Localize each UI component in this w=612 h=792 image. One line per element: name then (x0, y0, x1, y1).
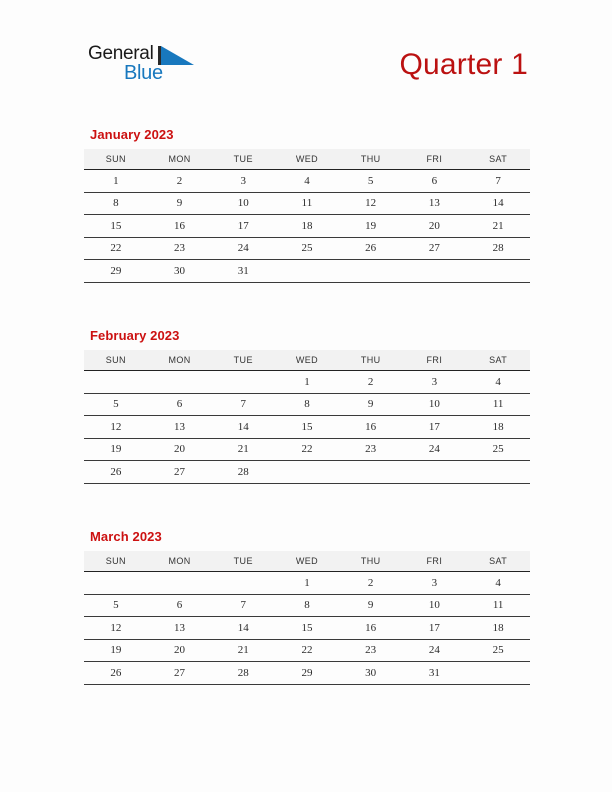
day-cell[interactable]: 24 (211, 237, 275, 260)
calendar-week-row (84, 662, 530, 685)
weekday-header-thu: THU (339, 350, 403, 371)
weekday-header-sun: SUN (84, 551, 148, 572)
page-header (84, 40, 528, 98)
day-cell[interactable]: 3 (403, 572, 467, 595)
day-cell[interactable]: 27 (148, 662, 212, 685)
day-cell-empty (339, 260, 403, 283)
calendar-table-march (84, 551, 530, 685)
weekday-header-wed: WED (275, 551, 339, 572)
day-cell[interactable]: 8 (84, 192, 148, 215)
calendar-week-row (84, 237, 530, 260)
day-cell[interactable]: 17 (403, 416, 467, 439)
weekday-header-mon: MON (148, 149, 212, 170)
day-cell[interactable]: 18 (275, 215, 339, 238)
weekday-header-fri: FRI (403, 551, 467, 572)
calendar-week-row (84, 192, 530, 215)
day-cell[interactable]: 17 (403, 617, 467, 640)
day-cell[interactable]: 23 (339, 639, 403, 662)
day-cell[interactable]: 25 (466, 639, 530, 662)
calendar-week-row (84, 438, 530, 461)
day-cell-empty (466, 662, 530, 685)
day-cell-empty (211, 572, 275, 595)
day-cell[interactable]: 24 (403, 639, 467, 662)
day-cell[interactable]: 11 (466, 594, 530, 617)
weekday-header-sun: SUN (84, 350, 148, 371)
day-cell[interactable]: 14 (466, 192, 530, 215)
day-cell[interactable]: 9 (148, 192, 212, 215)
day-cell[interactable]: 28 (211, 662, 275, 685)
month-title-january: January 2023 (90, 127, 174, 142)
weekday-header-thu: THU (339, 551, 403, 572)
day-cell[interactable]: 14 (211, 416, 275, 439)
calendar-week-row (84, 393, 530, 416)
day-cell[interactable]: 23 (339, 438, 403, 461)
calendar-week-row (84, 594, 530, 617)
day-cell[interactable]: 31 (211, 260, 275, 283)
day-cell-empty (148, 371, 212, 394)
weekday-header-wed: WED (275, 350, 339, 371)
weekday-header-sat: SAT (466, 551, 530, 572)
day-cell[interactable]: 5 (339, 170, 403, 193)
weekday-header-sat: SAT (466, 149, 530, 170)
weekday-header-thu: THU (339, 149, 403, 170)
day-cell[interactable]: 5 (84, 393, 148, 416)
calendar-week-row (84, 260, 530, 283)
weekday-header-fri: FRI (403, 149, 467, 170)
weekday-header-tue: TUE (211, 149, 275, 170)
weekday-header-mon: MON (148, 551, 212, 572)
day-cell[interactable]: 26 (84, 461, 148, 484)
day-cell[interactable]: 7 (211, 393, 275, 416)
day-cell[interactable]: 20 (148, 438, 212, 461)
day-cell-empty (148, 572, 212, 595)
day-cell[interactable]: 15 (84, 215, 148, 238)
day-cell[interactable]: 13 (148, 617, 212, 640)
logo-text-general: General (88, 43, 154, 64)
day-cell[interactable]: 3 (403, 371, 467, 394)
day-cell[interactable]: 19 (84, 639, 148, 662)
day-cell[interactable]: 6 (148, 594, 212, 617)
day-cell[interactable]: 2 (148, 170, 212, 193)
weekday-header-mon: MON (148, 350, 212, 371)
month-block-february (84, 328, 530, 484)
calendar-week-row (84, 572, 530, 595)
calendar-week-row (84, 639, 530, 662)
quarter-title: Quarter 1 (399, 48, 528, 81)
weekday-header-fri: FRI (403, 350, 467, 371)
day-cell[interactable]: 4 (466, 572, 530, 595)
day-cell[interactable]: 19 (84, 438, 148, 461)
weekday-header-row (84, 551, 530, 572)
general-blue-logo[interactable] (88, 44, 208, 94)
day-cell[interactable]: 1 (84, 170, 148, 193)
blue-triangle-flag-icon (158, 46, 194, 65)
day-cell[interactable]: 12 (84, 617, 148, 640)
day-cell[interactable]: 26 (339, 237, 403, 260)
day-cell[interactable]: 11 (466, 393, 530, 416)
day-cell[interactable]: 21 (211, 438, 275, 461)
day-cell[interactable]: 22 (275, 438, 339, 461)
month-block-january (84, 127, 530, 283)
day-cell[interactable]: 6 (148, 393, 212, 416)
day-cell[interactable]: 20 (403, 215, 467, 238)
day-cell[interactable]: 4 (466, 371, 530, 394)
day-cell[interactable]: 15 (275, 617, 339, 640)
calendar-table-january (84, 149, 530, 283)
day-cell[interactable]: 23 (148, 237, 212, 260)
day-cell[interactable]: 20 (148, 639, 212, 662)
weekday-header-row (84, 350, 530, 371)
logo-text-blue: Blue (124, 62, 163, 84)
day-cell[interactable]: 11 (275, 192, 339, 215)
day-cell[interactable]: 4 (275, 170, 339, 193)
weekday-header-tue: TUE (211, 350, 275, 371)
day-cell[interactable]: 15 (275, 416, 339, 439)
day-cell[interactable]: 1 (275, 371, 339, 394)
day-cell-empty (339, 461, 403, 484)
day-cell-empty (84, 572, 148, 595)
day-cell[interactable]: 16 (339, 416, 403, 439)
day-cell[interactable]: 5 (84, 594, 148, 617)
day-cell[interactable]: 18 (466, 617, 530, 640)
weekday-header-sun: SUN (84, 149, 148, 170)
day-cell[interactable]: 6 (403, 170, 467, 193)
day-cell-empty (275, 260, 339, 283)
day-cell[interactable]: 10 (211, 192, 275, 215)
day-cell[interactable]: 25 (466, 438, 530, 461)
day-cell-empty (84, 371, 148, 394)
flag-triangle-icon (161, 46, 194, 65)
day-cell[interactable]: 29 (84, 260, 148, 283)
weekday-header-sat: SAT (466, 350, 530, 371)
weekday-header-wed: WED (275, 149, 339, 170)
day-cell[interactable]: 19 (339, 215, 403, 238)
day-cell[interactable]: 7 (211, 594, 275, 617)
day-cell[interactable]: 18 (466, 416, 530, 439)
day-cell[interactable]: 16 (148, 215, 212, 238)
day-cell[interactable]: 27 (403, 237, 467, 260)
day-cell[interactable]: 13 (403, 192, 467, 215)
day-cell[interactable]: 12 (84, 416, 148, 439)
calendar-week-row (84, 371, 530, 394)
calendar-week-row (84, 617, 530, 640)
day-cell[interactable]: 10 (403, 594, 467, 617)
day-cell[interactable]: 30 (148, 260, 212, 283)
day-cell[interactable]: 24 (403, 438, 467, 461)
day-cell[interactable]: 31 (403, 662, 467, 685)
day-cell[interactable]: 17 (211, 215, 275, 238)
day-cell[interactable]: 7 (466, 170, 530, 193)
calendar-week-row (84, 215, 530, 238)
day-cell[interactable]: 13 (148, 416, 212, 439)
day-cell[interactable]: 30 (339, 662, 403, 685)
weekday-header-tue: TUE (211, 551, 275, 572)
day-cell[interactable]: 2 (339, 572, 403, 595)
day-cell[interactable]: 28 (466, 237, 530, 260)
day-cell[interactable]: 9 (339, 594, 403, 617)
day-cell[interactable]: 12 (339, 192, 403, 215)
calendar-week-row (84, 170, 530, 193)
day-cell[interactable]: 2 (339, 371, 403, 394)
day-cell[interactable]: 25 (275, 237, 339, 260)
day-cell-empty (403, 260, 467, 283)
day-cell-empty (466, 260, 530, 283)
day-cell[interactable]: 26 (84, 662, 148, 685)
day-cell[interactable]: 21 (211, 639, 275, 662)
day-cell[interactable]: 16 (339, 617, 403, 640)
day-cell[interactable]: 28 (211, 461, 275, 484)
calendar-week-row (84, 416, 530, 439)
month-title-february: February 2023 (90, 328, 180, 343)
day-cell[interactable]: 22 (275, 639, 339, 662)
day-cell[interactable]: 3 (211, 170, 275, 193)
day-cell[interactable]: 8 (275, 393, 339, 416)
day-cell[interactable]: 8 (275, 594, 339, 617)
day-cell-empty (211, 371, 275, 394)
calendar-table-february (84, 350, 530, 484)
calendar-week-row (84, 461, 530, 484)
weekday-header-row (84, 149, 530, 170)
day-cell-empty (275, 461, 339, 484)
day-cell-empty (403, 461, 467, 484)
month-title-march: March 2023 (90, 529, 162, 544)
day-cell[interactable]: 1 (275, 572, 339, 595)
day-cell[interactable]: 29 (275, 662, 339, 685)
day-cell[interactable]: 9 (339, 393, 403, 416)
day-cell[interactable]: 21 (466, 215, 530, 238)
month-block-march (84, 529, 530, 685)
day-cell[interactable]: 14 (211, 617, 275, 640)
day-cell-empty (466, 461, 530, 484)
day-cell[interactable]: 10 (403, 393, 467, 416)
day-cell[interactable]: 27 (148, 461, 212, 484)
day-cell[interactable]: 22 (84, 237, 148, 260)
